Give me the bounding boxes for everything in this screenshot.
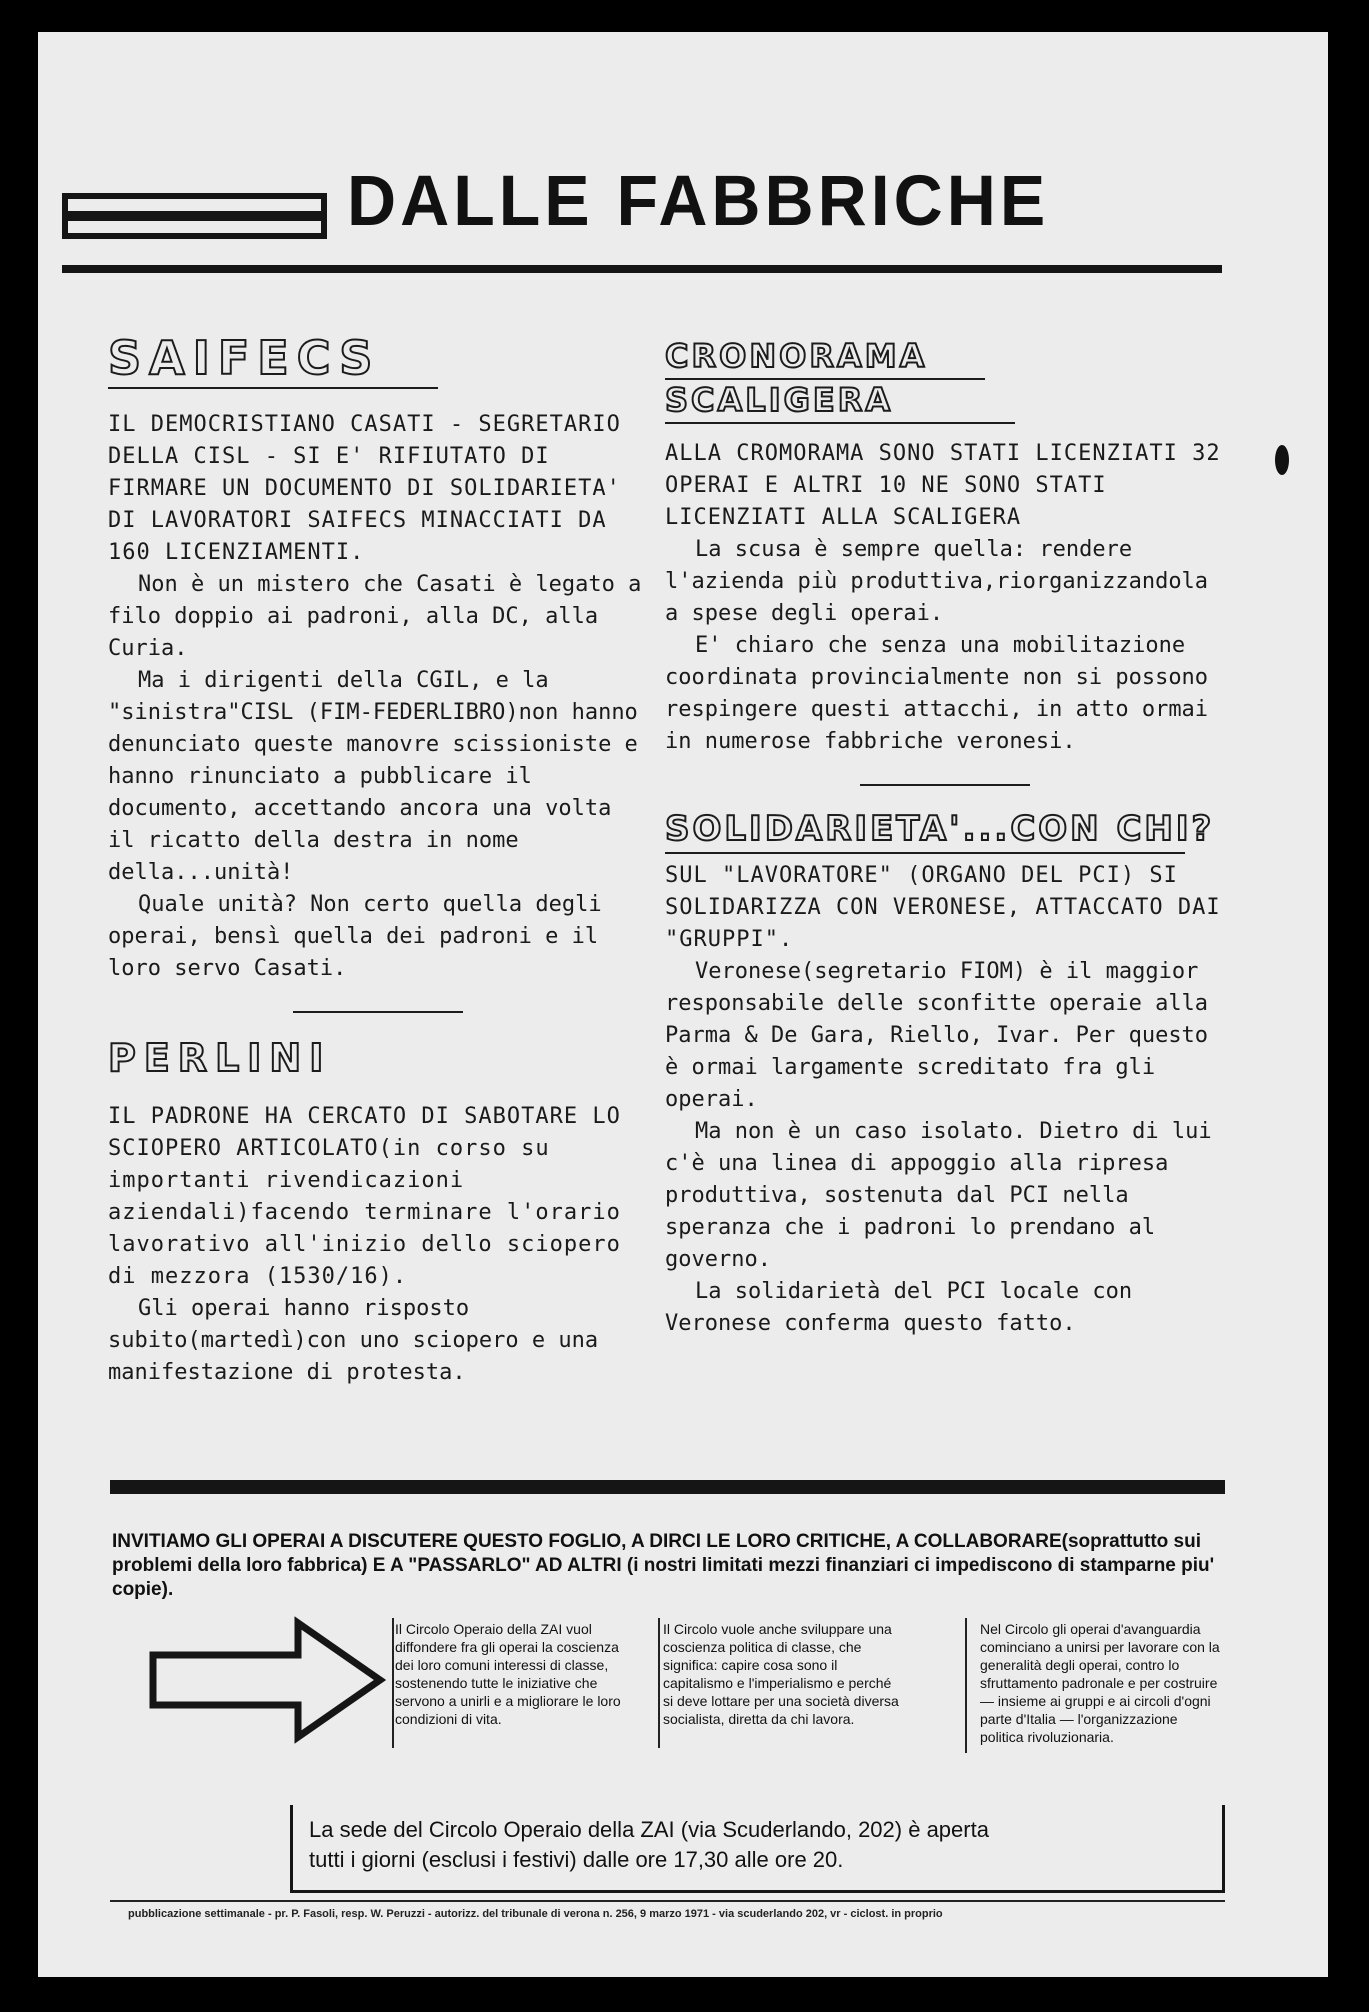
- section-separator: [860, 784, 1030, 786]
- article-paragraph: Ma non è un caso isolato. Dietro di lui c'è una linea di appoggio alla ripresa produttiva, sostenuta dal PCI nella speranza che i padroni lo prendano al governo.: [665, 1119, 1212, 1272]
- left-column: [108, 331, 648, 1389]
- title-underline: [665, 378, 985, 380]
- article-paragraph: La scusa è sempre quella: rendere l'azienda più produttiva,riorganizzandola a spese degli operai.: [665, 537, 1209, 626]
- publication-footer: pubblicazione settimanale - pr. P. Fasoli, resp. W. Peruzzi - autorizz. del tribunale di verona n. 256, 9 marzo 1971 - via scuderlando 202, vr - ciclost. in proprio: [128, 1908, 943, 1920]
- masthead-title: DALLE FABBRICHE: [347, 161, 1050, 241]
- column-divider: [658, 1618, 660, 1748]
- masthead: [62, 161, 1222, 275]
- article-lead: IL DEMOCRISTIANO CASATI - SEGRETARIO DELLA CISL - SI E' RIFIUTATO DI FIRMARE UN DOCUMENTO DI SOLIDARIETA' DI LAVORATORI SAIFECS MINACCIATI DA 160 LICENZIAMENTI.: [108, 412, 621, 565]
- article-paragraph: Veronese(segretario FIOM) è il maggior responsabile delle sconfitte operaie alla Parma & De Gara, Riello, Ivar. Per questo è ormai largamente screditato fra gli operai.: [665, 959, 1209, 1112]
- article-saifecs: [108, 331, 648, 985]
- section-separator: [293, 1011, 463, 1013]
- article-paragraph: Non è un mistero che Casati è legato a filo doppio ai padroni, alla DC, alla Curia.: [108, 572, 642, 661]
- article-title-perlini: PERLINI: [108, 1036, 332, 1080]
- article-paragraph: Ma i dirigenti della CGIL, e la "sinistra"CISL (FIM-FEDERLIBRO)non hanno denunciato queste manovre scissioniste e hanno rinunciato a pubblicare il documento, accettando ancora una volta il ricatto della destra in nome della...unità!: [108, 668, 638, 885]
- right-column: [665, 337, 1225, 1340]
- article-title-scaligera: SCALIGERA: [665, 381, 894, 419]
- footer-rule: [110, 1900, 1225, 1902]
- masthead-rule: [62, 265, 1222, 273]
- article-cronorama: [665, 337, 1225, 758]
- article-paragraph: E' chiaro che senza una mobilitazione coordinata provincialmente non si possono respingere questi attacchi, in atto ormai in numerose fabbriche veronesi.: [665, 633, 1209, 754]
- sede-line-1: La sede del Circolo Operaio della ZAI (via Scuderlando, 202) è aperta: [309, 1817, 989, 1842]
- ink-mark: [1275, 445, 1289, 475]
- article-solidarieta: [665, 809, 1225, 1340]
- banner-rule: [110, 1480, 1225, 1494]
- article-title-cronorama: CRONORAMA: [665, 337, 928, 375]
- title-underline: [665, 852, 1185, 854]
- title-underline: [108, 387, 438, 389]
- article-lead: SUL "LAVORATORE" (ORGANO DEL PCI) SI SOLIDARIZZA CON VERONESE, ATTACCATO DAI "GRUPPI".: [665, 863, 1221, 952]
- article-title-saifecs: SAIFECS: [108, 331, 381, 385]
- circolo-text-3: Nel Circolo gli operai d'avanguardia cominciano a unirsi per lavorare con la generalità degli operai, contro lo sfruttamento padronale e per costruire — insieme ai gruppi e ai circoli d'ogni parte d'Italia — l'organizzazione politica rivoluzionaria.: [980, 1621, 1220, 1745]
- circolo-text-2: Il Circolo vuole anche sviluppare una coscienza politica di classe, che significa: capire cosa sono il capitalismo e l'imperialismo e perché si deve lottare per una società diversa socialista, diretta da chi lavora.: [663, 1621, 899, 1727]
- article-lead: ALLA CROMORAMA SONO STATI LICENZIATI 32 OPERAI E ALTRI 10 NE SONO STATI LICENZIATI ALLA SCALIGERA: [665, 441, 1221, 530]
- sede-notice-box: [290, 1805, 1225, 1893]
- column-divider: [392, 1618, 394, 1748]
- article-title-solidarieta: SOLIDARIETA'...CON CHI?: [665, 809, 1215, 849]
- article-lead: IL PADRONE HA CERCATO DI SABOTARE LO SCIOPERO ARTICOLATO(in corso su importanti rivendicazioni aziendali)facendo terminare l'orario lavorativo all'inizio dello sciopero di mezzora (1530/16).: [108, 1104, 621, 1289]
- article-paragraph: Gli operai hanno risposto subito(martedì)con uno sciopero e una manifestazione di protesta.: [108, 1296, 599, 1385]
- invite-text: INVITIAMO GLI OPERAI A DISCUTERE QUESTO FOGLIO, A DIRCI LE LORO CRITICHE, A COLLABORARE(soprattutto sui problemi della loro fabbrica) E A "PASSARLO" AD ALTRI (i nostri limitati mezzi finanziari ci impediscono di stamparne piu' copie).: [112, 1531, 1215, 1600]
- article-perlini: [108, 1036, 648, 1389]
- arrow-right-icon: [148, 1615, 388, 1745]
- circolo-text-1: Il Circolo Operaio della ZAI vuol diffondere fra gli operai la coscienza dei loro comuni interessi di classe, sostenendo tutte le iniziative che servono a unirli e a migliorare le loro condizioni di vita.: [395, 1621, 621, 1727]
- article-paragraph: Quale unità? Non certo quella degli operai, bensì quella dei padroni e il loro servo Casati.: [108, 892, 602, 981]
- masthead-bar-decoration: [62, 193, 327, 239]
- title-underline: [665, 422, 1015, 424]
- column-divider: [965, 1618, 967, 1753]
- article-paragraph: La solidarietà del PCI locale con Veronese conferma questo fatto.: [665, 1279, 1133, 1336]
- sede-line-2: tutti i giorni (esclusi i festivi) dalle ore 17,30 alle ore 20.: [309, 1847, 844, 1872]
